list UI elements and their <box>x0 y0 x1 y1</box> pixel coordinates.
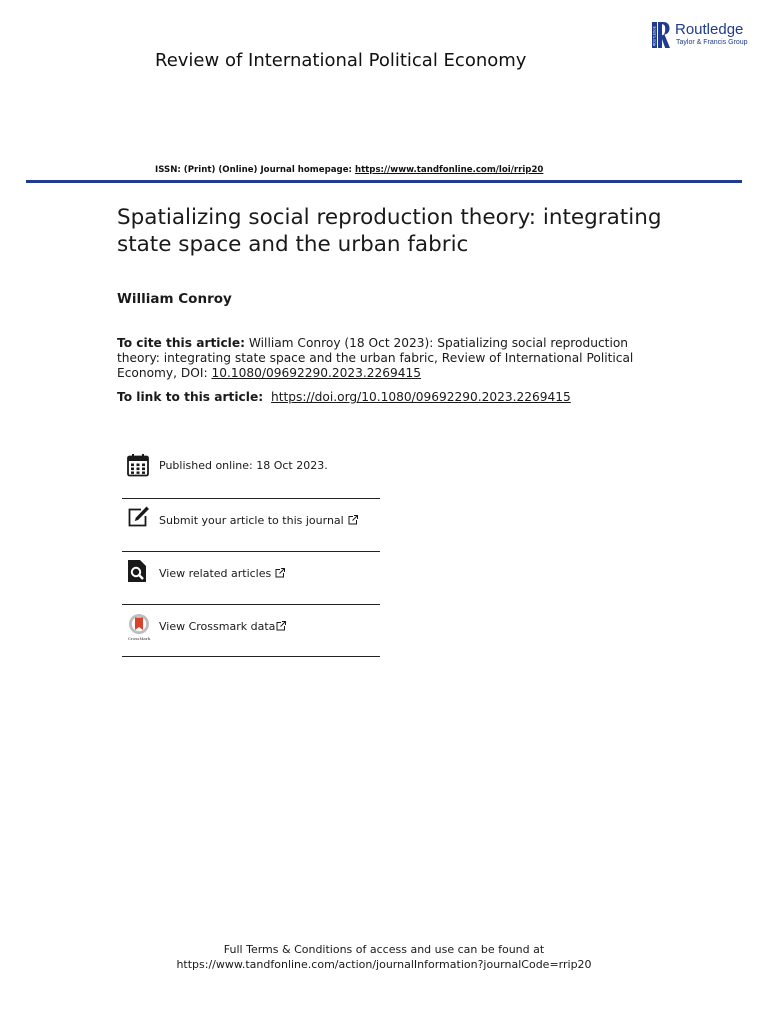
published-online-row <box>122 446 380 498</box>
article-url-link[interactable]: https://doi.org/10.1080/09692290.2023.2269415 <box>270 390 571 404</box>
edit-icon <box>126 505 150 529</box>
submit-article-row[interactable] <box>122 499 380 551</box>
external-link-icon <box>348 515 358 525</box>
calendar-icon <box>126 453 150 477</box>
footer <box>0 942 768 972</box>
related-articles-link[interactable]: View related articles <box>159 567 285 580</box>
footer-terms-url[interactable]: https://www.tandfonline.com/action/journalInformation?journalCode=rrip20 <box>176 958 592 971</box>
journal-homepage-link[interactable]: https://www.tandfonline.com/loi/rrip20 <box>354 165 544 175</box>
logo-subtitle: Taylor & Francis Group <box>676 39 748 46</box>
cite-text: William Conroy (18 Oct 2023): Spatializing social reproduction theory: integrating state space and the urban fabric, Review of International Political Economy, DOI: <box>117 336 634 380</box>
link-label: To link to this article: <box>117 390 264 404</box>
search-document-icon <box>126 559 150 583</box>
journal-title: Review of International Political Economy <box>155 50 527 71</box>
author-name: William Conroy <box>117 291 232 307</box>
published-online-text: Published online: 18 Oct 2023. <box>159 459 328 472</box>
crossmark-row[interactable] <box>122 605 380 657</box>
logo-vertical-text: ROUTLEDGE <box>652 26 657 46</box>
routledge-logo[interactable] <box>652 20 752 52</box>
issn-text: ISSN: (Print) (Online) Journal homepage: <box>155 165 355 175</box>
article-title: Spatializing social reproduction theory: integrating state space and the urban fabric <box>117 205 662 257</box>
logo-brand: Routledge <box>675 21 744 38</box>
issn-line <box>155 165 543 175</box>
crossmark-caption: CrossMark <box>127 636 151 641</box>
citation-block <box>117 336 657 381</box>
link-block <box>117 390 571 404</box>
doi-link[interactable]: 10.1080/09692290.2023.2269415 <box>211 366 422 380</box>
external-link-icon <box>275 568 285 578</box>
submit-article-link[interactable]: Submit your article to this journal <box>159 514 358 527</box>
routledge-r-icon <box>652 22 670 48</box>
crossmark-icon <box>126 613 152 641</box>
crossmark-link[interactable]: View Crossmark data <box>159 620 286 633</box>
header-rule <box>26 180 742 183</box>
related-articles-row[interactable] <box>122 552 380 604</box>
external-link-icon <box>276 621 286 631</box>
divider <box>122 656 380 657</box>
cite-label: To cite this article: <box>117 336 246 350</box>
footer-terms-text: Full Terms & Conditions of access and use can be found at <box>223 943 545 956</box>
